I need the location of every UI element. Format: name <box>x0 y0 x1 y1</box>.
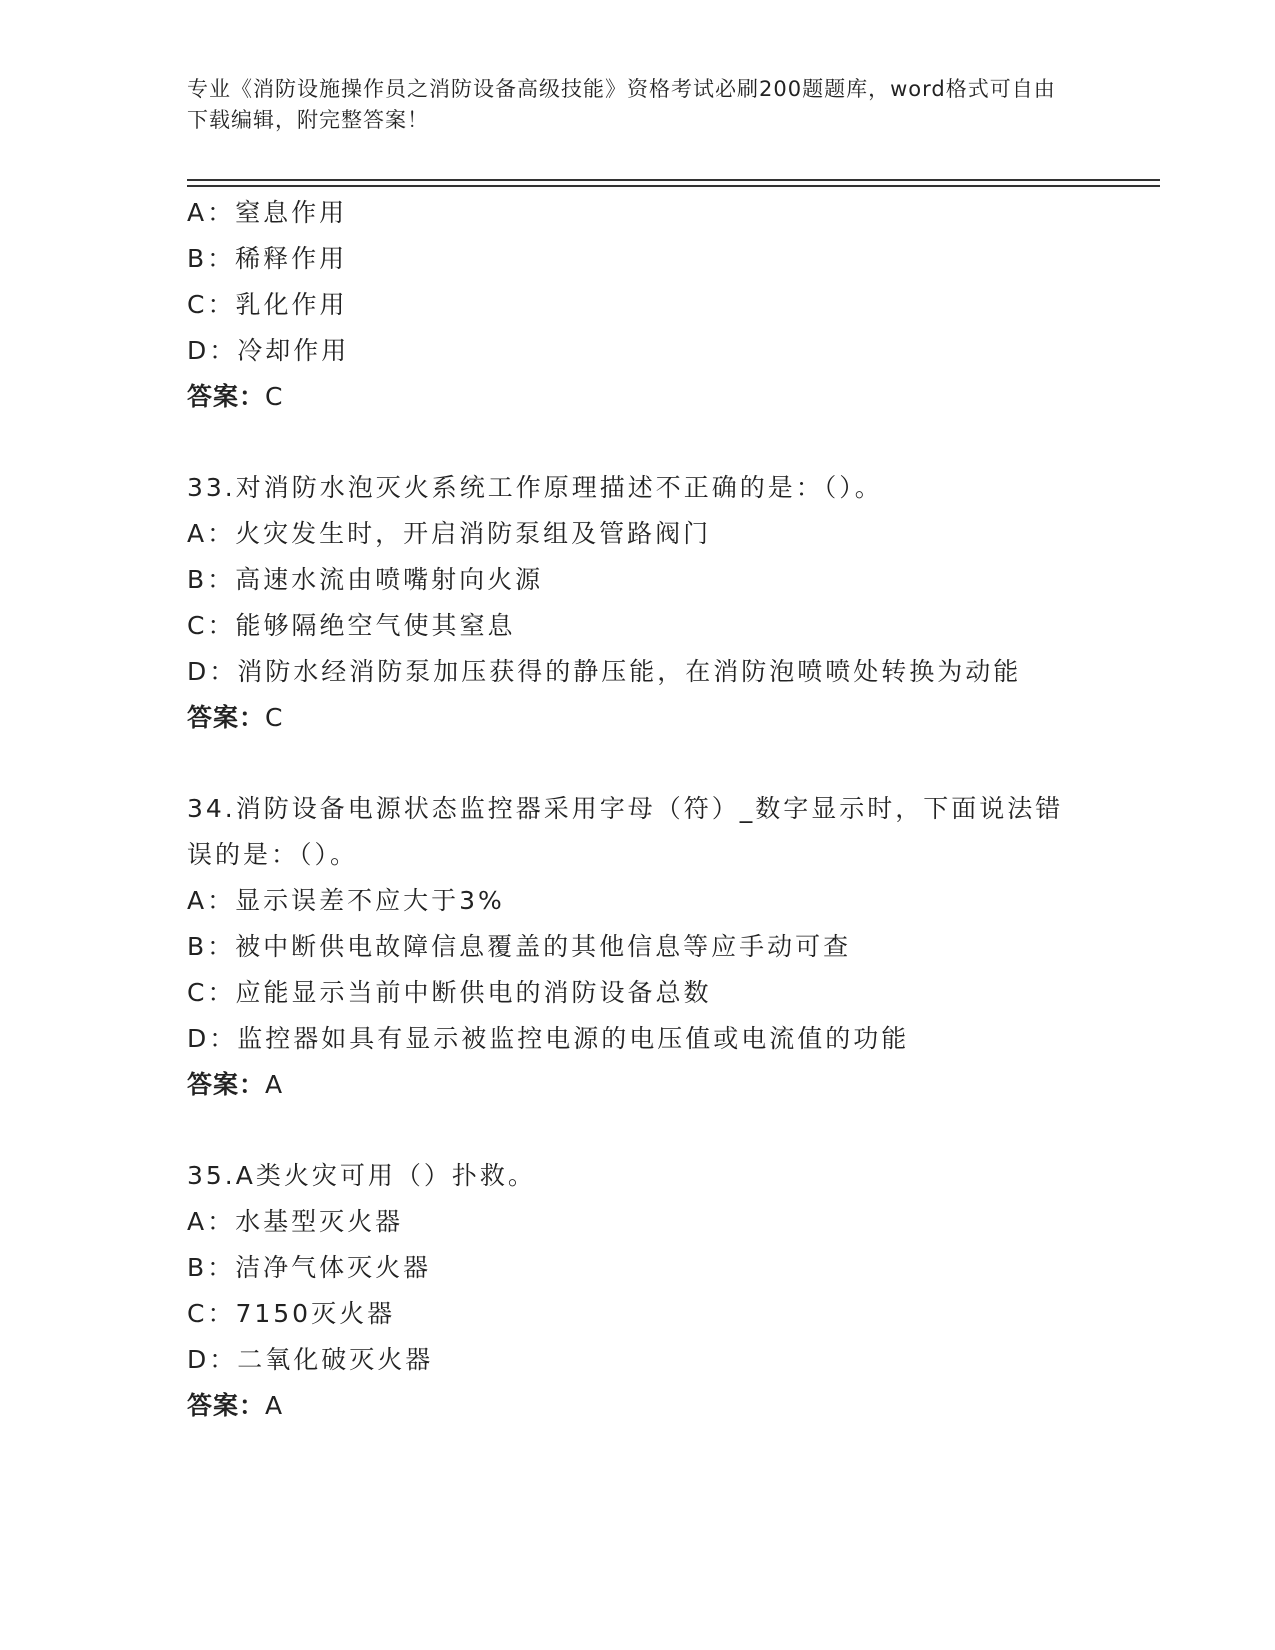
question-block <box>187 786 1127 1108</box>
option-b: B：稀释作用 <box>187 244 348 273</box>
header-divider-top <box>187 179 1160 181</box>
option-c: C：乳化作用 <box>187 290 348 319</box>
option-a: A：水基型灭火器 <box>187 1207 404 1236</box>
option-a: A：火灾发生时，开启消防泵组及管路阀门 <box>187 519 712 548</box>
document-body <box>187 190 1127 1429</box>
question-block <box>187 1153 1127 1429</box>
answer-value: C <box>265 382 284 411</box>
answer-value: A <box>265 1391 284 1420</box>
question-stem: 34.消防设备电源状态监控器采用字母（符）_数字显示时，下面说法错误的是：（）。 <box>187 794 1064 869</box>
answer-line <box>187 695 1127 741</box>
option-c: C：7150灭火器 <box>187 1299 396 1328</box>
header-divider-bottom <box>187 185 1160 187</box>
option-c: C：应能显示当前中断供电的消防设备总数 <box>187 978 712 1007</box>
option-c: C：能够隔绝空气使其窒息 <box>187 611 516 640</box>
option-b: B：洁净气体灭火器 <box>187 1253 432 1282</box>
option-d: D：二氧化破灭火器 <box>187 1345 434 1374</box>
answer-label: 答案： <box>187 1391 266 1420</box>
answer-line <box>187 1062 1127 1108</box>
answer-line <box>187 374 1127 420</box>
question-stem: 33.对消防水泡灭火系统工作原理描述不正确的是：（）。 <box>187 473 883 502</box>
option-a: A：窒息作用 <box>187 198 348 227</box>
option-d: D：消防水经消防泵加压获得的静压能，在消防泡喷喷处转换为动能 <box>187 657 1022 686</box>
option-d: D：冷却作用 <box>187 336 350 365</box>
option-b: B：被中断供电故障信息覆盖的其他信息等应手动可查 <box>187 932 852 961</box>
answer-label: 答案： <box>187 1070 266 1099</box>
option-d: D：监控器如具有显示被监控电源的电压值或电流值的功能 <box>187 1024 910 1053</box>
answer-line <box>187 1383 1127 1429</box>
answer-value: C <box>265 703 284 732</box>
option-a: A：显示误差不应大于3% <box>187 886 505 915</box>
question-block <box>187 465 1127 741</box>
option-b: B：高速水流由喷嘴射向火源 <box>187 565 544 594</box>
answer-label: 答案： <box>187 703 266 732</box>
document-header: 专业《消防设施操作员之消防设备高级技能》资格考试必刷200题题库，word格式可自由下载编辑，附完整答案！ <box>187 77 1056 132</box>
question-block <box>187 190 1127 420</box>
answer-value: A <box>265 1070 284 1099</box>
question-stem: 35.A类火灾可用（）扑救。 <box>187 1161 536 1190</box>
answer-label: 答案： <box>187 382 266 411</box>
